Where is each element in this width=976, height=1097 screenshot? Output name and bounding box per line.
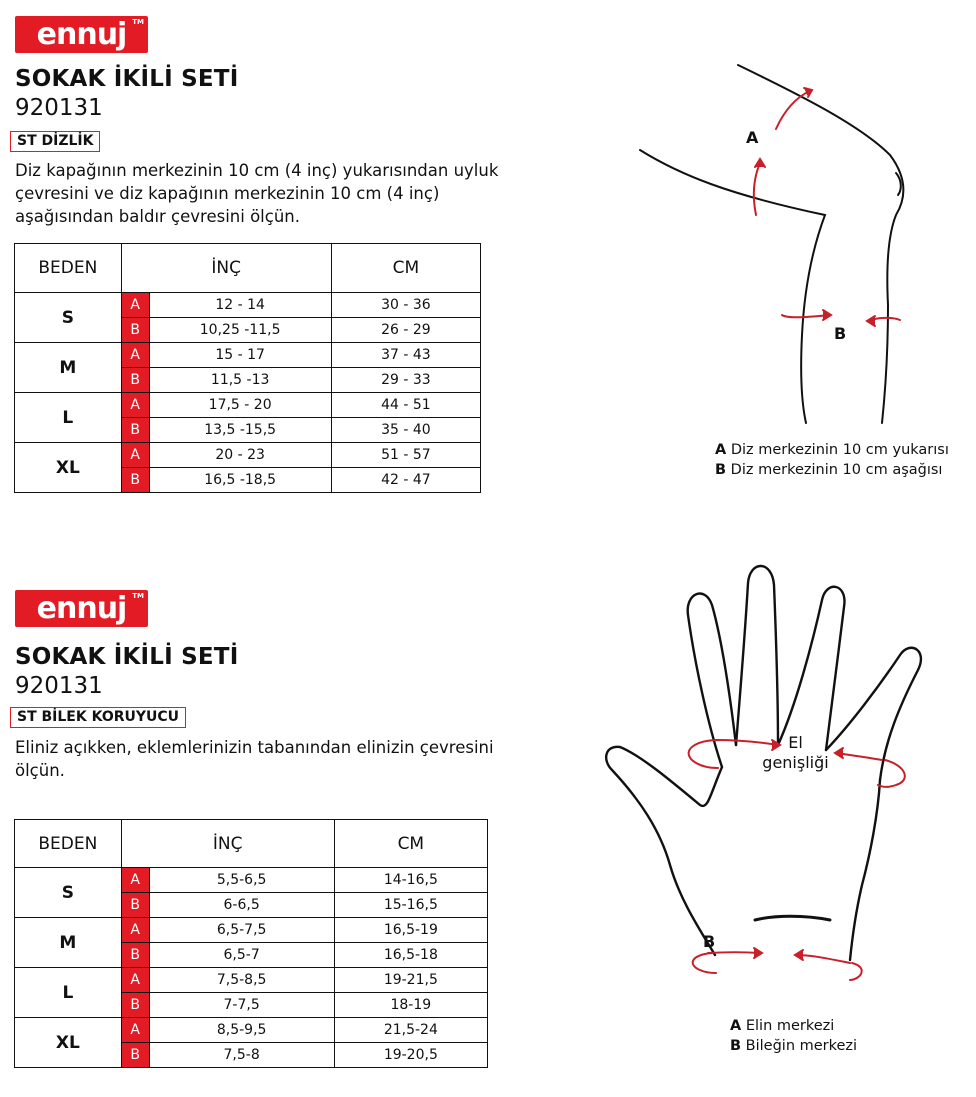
legend-key-a: A	[715, 442, 727, 458]
inch-value: 6-6,5	[149, 893, 334, 918]
cm-value: 30 - 36	[331, 293, 480, 318]
knee-legend	[715, 440, 949, 480]
inch-value: 10,25 -11,5	[149, 318, 331, 343]
measure-key-a: A	[121, 343, 149, 368]
cm-value: 51 - 57	[331, 443, 480, 468]
cm-value: 16,5-19	[334, 918, 487, 943]
inch-value: 7,5-8,5	[149, 968, 334, 993]
brand-logo-tm: TM	[132, 592, 144, 600]
inch-value: 8,5-9,5	[149, 1018, 334, 1043]
legend-text-a: Diz merkezinin 10 cm yukarısı	[730, 442, 949, 458]
measure-key-b: B	[121, 893, 149, 918]
brand-logo-text: ennuj	[36, 591, 127, 626]
inch-value: 12 - 14	[149, 293, 331, 318]
product-title: SOKAK İKİLİ SETİ	[15, 66, 239, 92]
hand-label-b: B	[703, 932, 716, 951]
header-size: BEDEN	[15, 820, 122, 868]
header-cm: CM	[331, 244, 480, 293]
inch-value: 6,5-7	[149, 943, 334, 968]
inch-value: 17,5 - 20	[149, 393, 331, 418]
header-inch: İNÇ	[121, 820, 334, 868]
brand-logo	[15, 590, 148, 627]
size-cell: L	[15, 968, 122, 1018]
cm-value: 15-16,5	[334, 893, 487, 918]
measure-key-a: A	[121, 1018, 149, 1043]
size-cell: S	[15, 868, 122, 918]
size-cell: S	[15, 293, 122, 343]
legend-text-b: Diz merkezinin 10 cm aşağısı	[730, 462, 943, 478]
cm-value: 19-20,5	[334, 1043, 487, 1068]
legend-key-b: B	[715, 462, 727, 478]
cm-value: 26 - 29	[331, 318, 480, 343]
size-cell: XL	[15, 443, 122, 493]
cm-value: 42 - 47	[331, 468, 480, 493]
header-size: BEDEN	[15, 244, 122, 293]
hand-width-line2: genişliği	[762, 753, 829, 772]
hand-width-label	[748, 733, 843, 773]
measure-key-a: A	[121, 393, 149, 418]
cm-value: 21,5-24	[334, 1018, 487, 1043]
knee-label-b: B	[834, 324, 847, 343]
measure-key-a: A	[121, 868, 149, 893]
knee-label-a: A	[746, 128, 759, 147]
hand-legend	[730, 1016, 857, 1056]
size-table-wrist	[14, 819, 488, 1068]
size-cell: M	[15, 918, 122, 968]
inch-value: 7-7,5	[149, 993, 334, 1018]
header-inch: İNÇ	[121, 244, 331, 293]
product-code: 920131	[15, 95, 103, 121]
measure-key-b: B	[121, 1043, 149, 1068]
measure-description: Eliniz açıkken, eklemlerinizin tabanından elinizin çevresini ölçün.	[15, 738, 494, 780]
measure-description: Diz kapağının merkezinin 10 cm (4 inç) yukarısından uyluk çevresini ve diz kapağının merkezinin 10 cm (4 inç) aşağısından baldır çevresini ölçün.	[15, 161, 499, 226]
cm-value: 29 - 33	[331, 368, 480, 393]
legend-text-b: Bileğin merkezi	[745, 1038, 858, 1054]
product-tag: ST BİLEK KORUYUCU	[10, 707, 186, 728]
brand-logo-tm: TM	[132, 18, 144, 26]
inch-value: 6,5-7,5	[149, 918, 334, 943]
size-table-knee	[14, 243, 481, 493]
inch-value: 16,5 -18,5	[149, 468, 331, 493]
cm-value: 37 - 43	[331, 343, 480, 368]
cm-value: 18-19	[334, 993, 487, 1018]
knee-diagram-icon	[620, 55, 960, 435]
hand-diagram-icon	[600, 555, 960, 995]
measure-key-b: B	[121, 468, 149, 493]
measure-key-b: B	[121, 943, 149, 968]
cm-value: 16,5-18	[334, 943, 487, 968]
legend-text-a: Elin merkezi	[745, 1018, 835, 1034]
product-code: 920131	[15, 673, 103, 699]
product-title: SOKAK İKİLİ SETİ	[15, 644, 239, 670]
measure-key-a: A	[121, 968, 149, 993]
cm-value: 14-16,5	[334, 868, 487, 893]
measure-key-b: B	[121, 993, 149, 1018]
inch-value: 20 - 23	[149, 443, 331, 468]
header-cm: CM	[334, 820, 487, 868]
cm-value: 35 - 40	[331, 418, 480, 443]
size-cell: L	[15, 393, 122, 443]
inch-value: 11,5 -13	[149, 368, 331, 393]
measure-key-a: A	[121, 443, 149, 468]
measure-key-b: B	[121, 368, 149, 393]
measure-key-a: A	[121, 293, 149, 318]
product-tag: ST DİZLİK	[10, 131, 100, 152]
inch-value: 13,5 -15,5	[149, 418, 331, 443]
size-cell: M	[15, 343, 122, 393]
cm-value: 44 - 51	[331, 393, 480, 418]
size-cell: XL	[15, 1018, 122, 1068]
measure-key-a: A	[121, 918, 149, 943]
measure-key-b: B	[121, 418, 149, 443]
brand-logo	[15, 16, 148, 53]
legend-key-b: B	[730, 1038, 742, 1054]
cm-value: 19-21,5	[334, 968, 487, 993]
inch-value: 15 - 17	[149, 343, 331, 368]
legend-key-a: A	[730, 1018, 742, 1034]
measure-key-b: B	[121, 318, 149, 343]
hand-width-line1: El	[788, 733, 803, 752]
inch-value: 7,5-8	[149, 1043, 334, 1068]
inch-value: 5,5-6,5	[149, 868, 334, 893]
brand-logo-text: ennuj	[36, 17, 127, 52]
